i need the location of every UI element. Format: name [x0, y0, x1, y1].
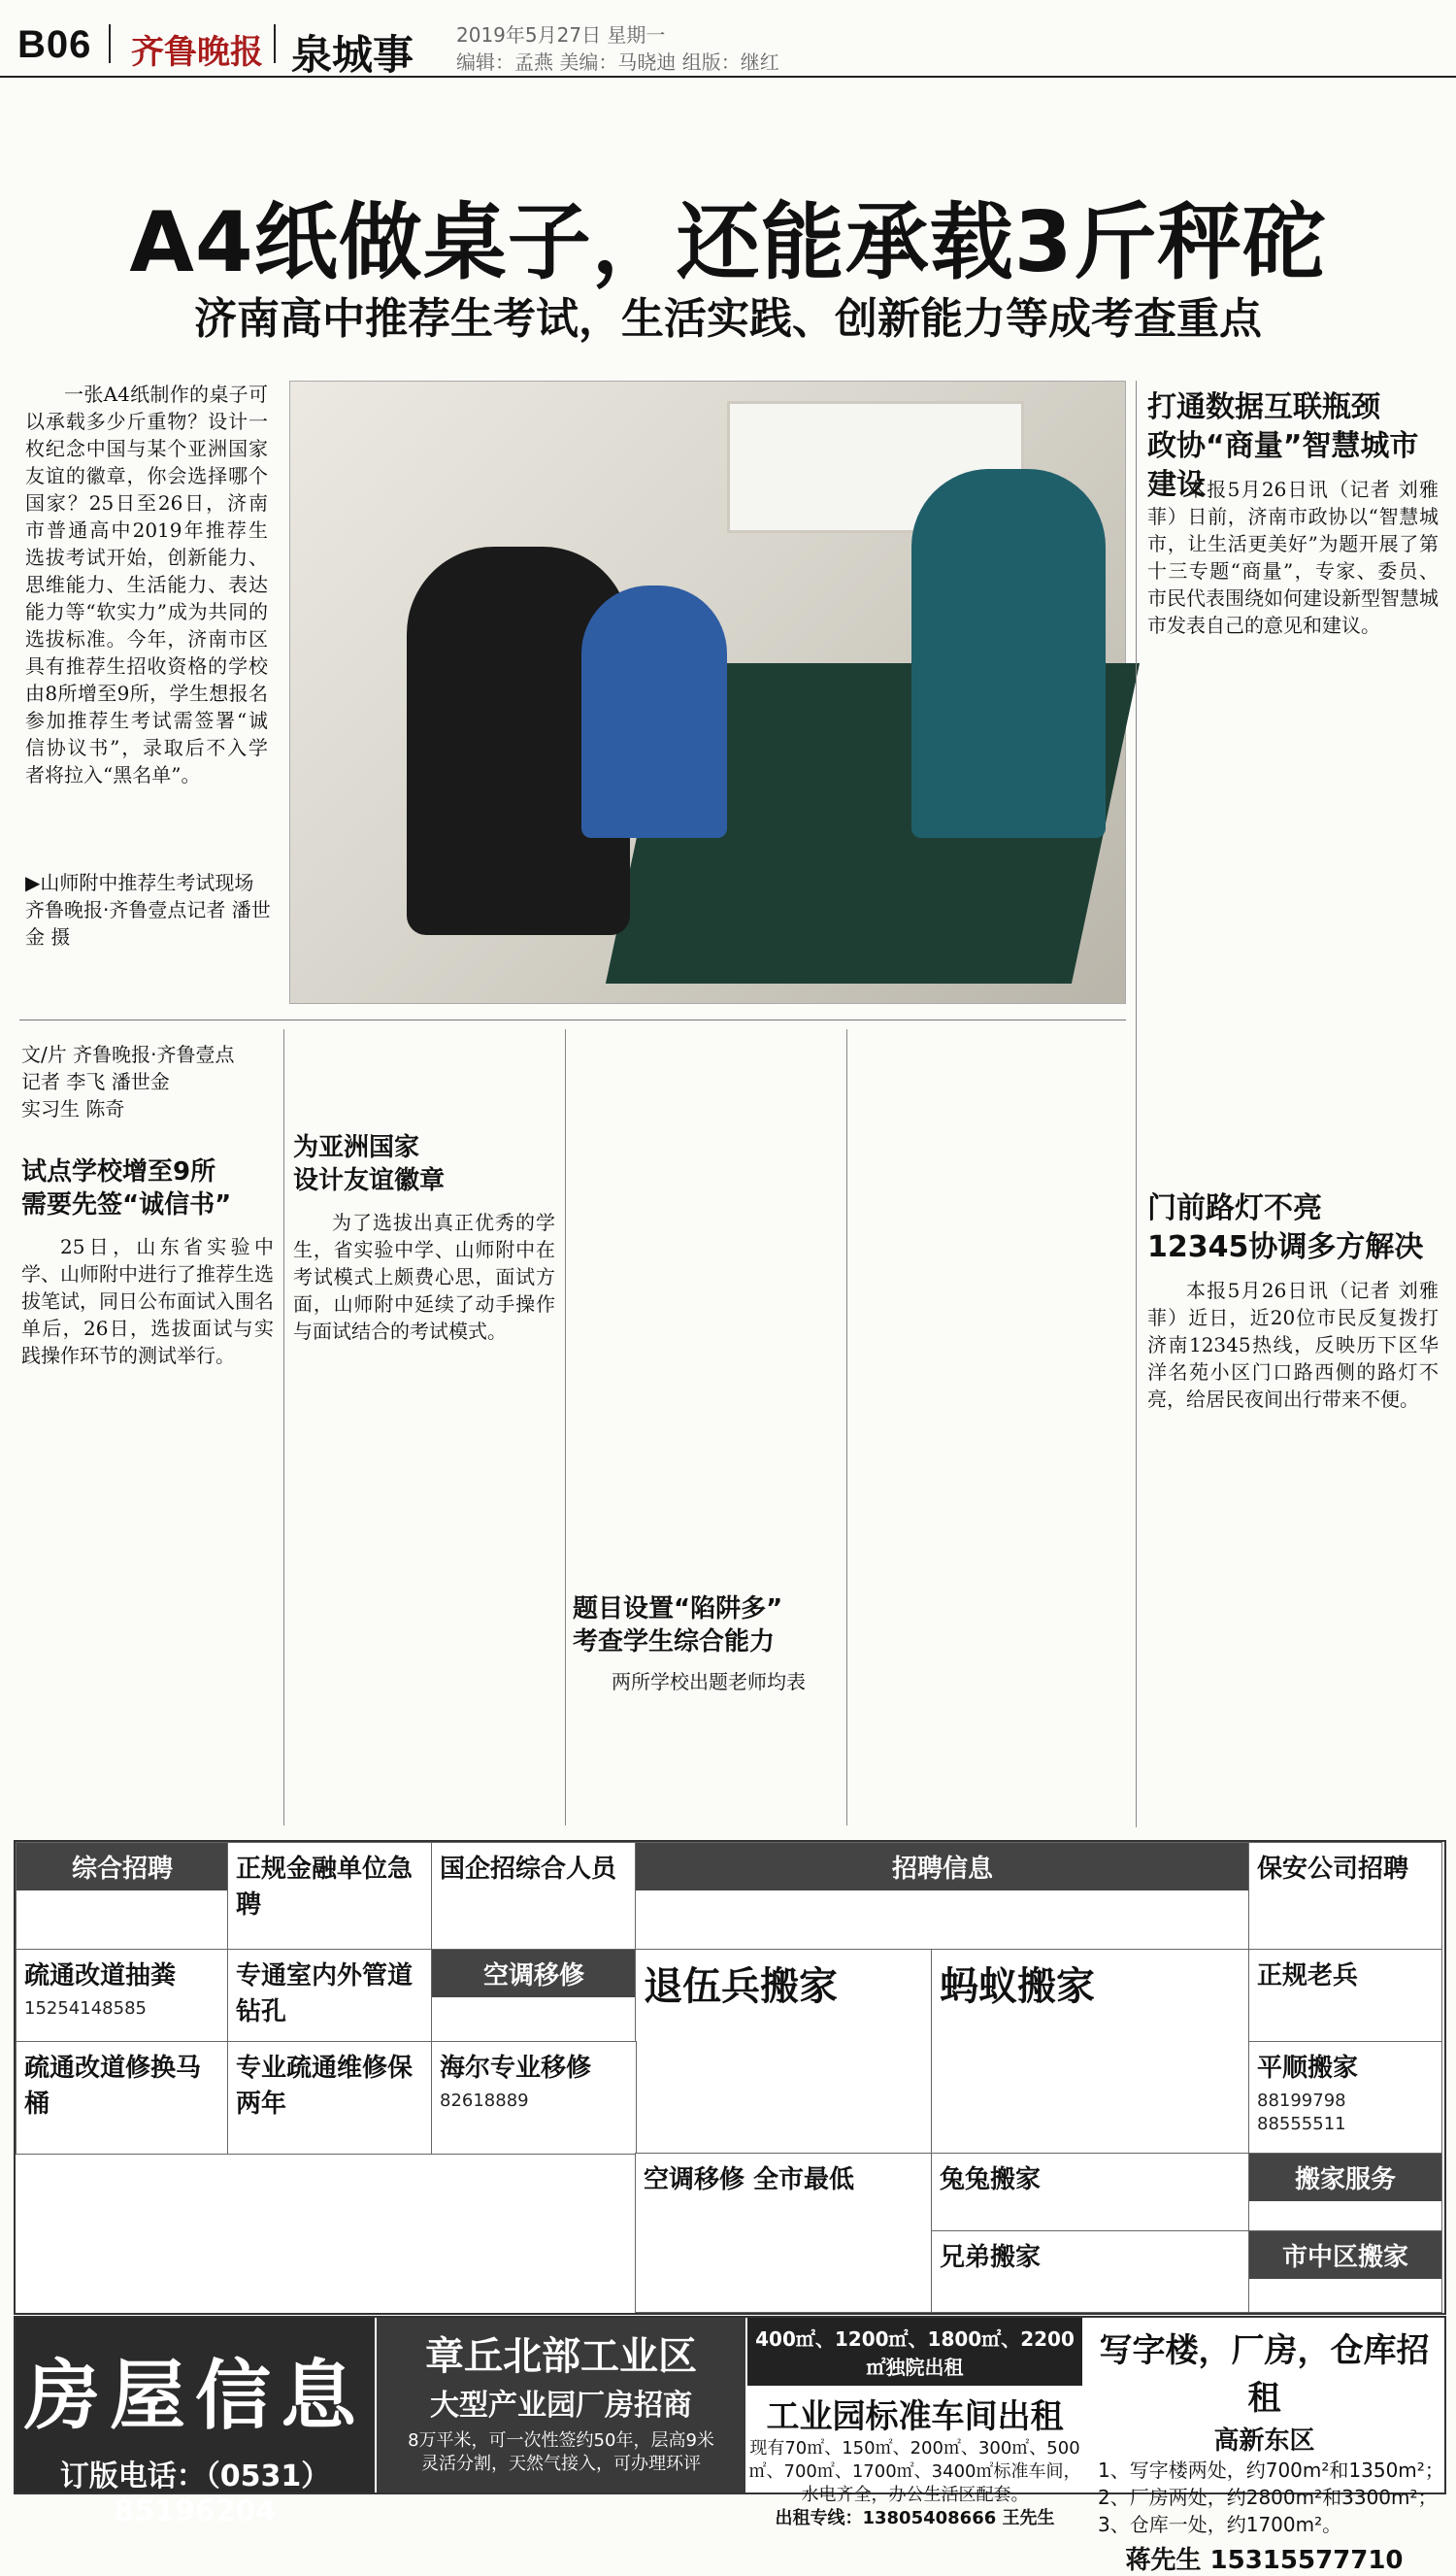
paper-name: 齐鲁晚报 [131, 33, 263, 72]
ad-box: 海尔专业移修 82618889 [431, 2041, 637, 2155]
ad-box: 专业疏通维修保两年 [227, 2041, 433, 2155]
main-headline: A4纸做桌子，还能承载3斤秤砣 [129, 194, 1327, 291]
section2-title: 为亚洲国家 设计友谊徽章 [293, 1133, 446, 1195]
section3-note: 两所学校出题老师均表 [612, 1670, 806, 1693]
ad-box: 退伍兵搬家 [635, 1949, 933, 2155]
ad-box: 疏通改道抽粪 15254148585 [16, 1949, 229, 2043]
ad-box: 平顺搬家 88199798 88555511 [1248, 2041, 1442, 2155]
property-info-block [16, 2318, 375, 2528]
ad-box: 正规老兵 [1248, 1949, 1442, 2043]
ad-box: 招聘信息 订版电话：（0531）85196234 85196204 [635, 1842, 1250, 1951]
ad-box: 保安公司招聘 [1248, 1842, 1442, 1951]
byline: 文/片 齐鲁晚报·齐鲁壹点 记者 李飞 潘世金 实习生 陈奇 [21, 1043, 235, 1121]
ad-box: 正规金融单位急聘 [227, 1842, 433, 1951]
ad-box: 搬家服务 [1248, 2153, 1442, 2232]
student-shape [581, 585, 727, 838]
workshop-rental-ad: 400㎡、1200㎡、1800㎡、2200㎡独院出租 工业园标准车间出租 现有70㎡、150㎡、200㎡、300㎡、500㎡、700㎡、1700㎡、3400㎡标准车间，水电齐全，办公生活区配套。 出租专线：13805408666 王先生 [747, 2318, 1082, 2492]
ad-box: 疏通改道修换马桶 [16, 2041, 229, 2155]
ad-box: 空调移修 [431, 1949, 637, 2043]
column-rule [1136, 381, 1137, 1827]
divider [274, 24, 276, 63]
column-rule [565, 1029, 566, 1825]
sidebar-story2-text: 本报5月26日讯（记者 刘雅菲）近日，近20位市民反复拨打济南12345热线，反映历下区华洋名苑小区门口路西侧的路灯不亮，给居民夜间出行带来不便。 [1147, 1279, 1439, 1411]
student-shape [911, 469, 1106, 838]
exam-photo [289, 381, 1126, 1004]
section3-title: 题目设置“陷阱多” 考查学生综合能力 [573, 1594, 783, 1656]
section1-title: 试点学校增至9所 需要先签“诚信书” [21, 1157, 232, 1220]
sidebar-story2-title: 门前路灯不亮 12345协调多方解决 [1147, 1191, 1424, 1264]
sidebar-story1-text: 本报5月26日讯（记者 刘雅菲）日前，济南市政协以“智慧城市，让生活更美好”为题开展了第十三专题“商量”，专家、委员、市民代表围绕如何建设新型智慧城市发表自己的意见和建议。 [1147, 478, 1439, 637]
zhangqiu-industrial-ad: 章丘北部工业区 大型产业园厂房招商 8万平米，可一次性签约50年，层高9米 灵活分割，天然气接入，可办理环评 [377, 2318, 745, 2492]
sidebar-story1-title: 打通数据互联瓶颈 政协“商量”智慧城市建设 [1147, 390, 1419, 502]
office-rental-ad: 写字楼，厂房，仓库招租 高新东区 1、写字楼两处，约700m²和1350m²； 2、厂房两处，约2800m²和3300m²； 3、仓库一处，约1700m²。 蒋先生 15315577710 [1084, 2318, 1444, 2492]
column-rule [846, 1029, 847, 1825]
property-info-phone: 订版电话：（0531）85196204 [59, 2459, 331, 2528]
ad-box: 国企招综合人员 [431, 1842, 637, 1951]
ad-box: 专通室内外管道钻孔 [227, 1949, 433, 2043]
classified-ads [14, 1840, 1446, 2315]
ad-box: 市中区搬家 [1248, 2230, 1442, 2313]
section1-text: 25日，山东省实验中学、山师附中进行了推荐生选拔笔试，同日公布面试入围名单后，26日，选拔面试与实践操作环节的测试举行。 [21, 1235, 274, 1367]
editor-credits: 编辑：孟燕 美编：马晓迪 组版：继红 [456, 50, 779, 74]
section2-text: 为了选拔出真正优秀的学生，省实验中学、山师附中在考试模式上颇费心思，面试方面，山师附中延续了动手操作与面试结合的考试模式。 [293, 1211, 555, 1343]
sub-headline: 济南高中推荐生考试，生活实践、创新能力等成考查重点 [194, 294, 1262, 344]
ad-box: 蚂蚁搬家 [931, 1949, 1250, 2155]
section-title: 泉城事 [291, 31, 414, 79]
ad-box: 综合招聘 [16, 1842, 229, 1951]
issue-date: 2019年5月27日 星期一 [456, 23, 666, 47]
ad-box: 兔兔搬家 [931, 2153, 1250, 2232]
column-rule [283, 1029, 284, 1825]
page-number: B06 [17, 23, 92, 66]
divider [109, 24, 111, 63]
property-ads [14, 2316, 1446, 2575]
lead-paragraph: 一张A4纸制作的桌子可以承载多少斤重物？设计一枚纪念中国与某个亚洲国家友谊的徽章，你会选择哪个国家？25日至26日，济南市普通高中2019年推荐生选拔考试开始，创新能力、思维能力、生活能力、表达能力等“软实力”成为共同的选拔标准。今年，济南市区具有推荐生招收资格的学校由8所增至9所，学生想报名参加推荐生考试需签署“诚信协议书”，录取后不入学者将拉入“黑名单”。 [25, 383, 268, 786]
ad-box: 兄弟搬家 [931, 2230, 1250, 2313]
page-header [0, 0, 1456, 78]
ad-box: 空调移修 全市最低 [635, 2153, 933, 2313]
property-info-title: 房屋信息 [23, 2352, 366, 2440]
photo-caption: ▶山师附中推荐生考试现场 齐鲁晚报·齐鲁壹点记者 潘世金 摄 [25, 871, 271, 949]
